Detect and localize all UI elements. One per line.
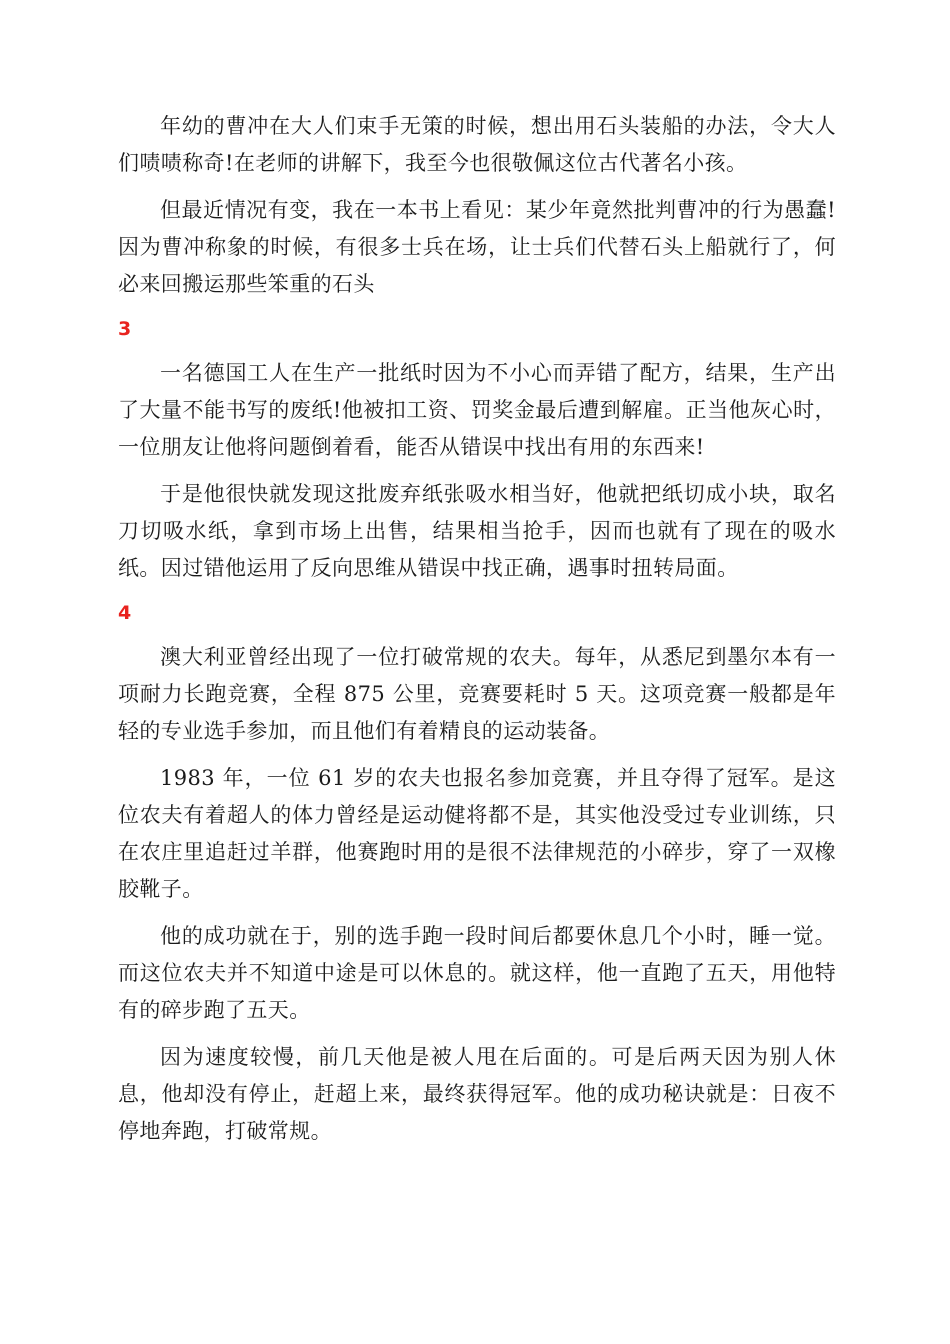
paragraph-farmer-success: 他的成功就在于，别的选手跑一段时间后都要休息几个小时，睡一觉。而这位农夫并不知道中途是可以休息的。就这样，他一直跑了五天，用他特有的碎步跑了五天。 (118, 924, 836, 1022)
paragraph-farmer-1983: 1983 年，一位 61 岁的农夫也报名参加竞赛，并且夺得了冠军。是这位农夫有着超人的体力曾经是运动健将都不是，其实他没受过专业训练，只在农庄里追赶过羊群，他赛跑时用的是很不法律规范的小碎步，穿了一双橡胶靴子。 (118, 766, 836, 901)
paragraph-farmer-secret: 因为速度较慢，前几天他是被人甩在后面的。可是后两天因为别人休息，他却没有停止，赶超上来，最终获得冠军。他的成功秘诀就是：日夜不停地奔跑，打破常规。 (118, 1045, 836, 1143)
paragraph-blotting-paper: 于是他很快就发现这批废弃纸张吸水相当好，他就把纸切成小块，取名刀切吸水纸，拿到市场上出售，结果相当抢手，因而也就有了现在的吸水纸。因过错他运用了反向思维从错误中找正确，遇事时扭转局面。 (118, 482, 836, 580)
paragraph-german-worker: 一名德国工人在生产一批纸时因为不小心而弄错了配方，结果，生产出了大量不能书写的废纸!他被扣工资、罚奖金最后遭到解雇。正当他灰心时，一位朋友让他将问题倒着看，能否从错误中找出有用的东西来! (118, 361, 836, 459)
paragraph-caochong-critique: 但最近情况有变，我在一本书上看见：某少年竟然批判曹冲的行为愚蠢!因为曹冲称象的时候，有很多士兵在场，让士兵们代替石头上船就行了，何必来回搬运那些笨重的石头 (118, 198, 836, 296)
document-body (118, 108, 836, 1160)
section-number-3: 3 (118, 318, 132, 340)
paragraph-australian-farmer: 澳大利亚曾经出现了一位打破常规的农夫。每年，从悉尼到墨尔本有一项耐力长跑竞赛，全程 875 公里，竞赛要耗时 5 天。这项竞赛一般都是年轻的专业选手参加，而且他们有着精良的运动装备。 (118, 645, 836, 743)
paragraph-caochong-intro: 年幼的曹冲在大人们束手无策的时候，想出用石头装船的办法，令大人们啧啧称奇!在老师的讲解下，我至今也很敬佩这位古代著名小孩。 (118, 114, 836, 175)
section-number-4: 4 (118, 602, 132, 624)
